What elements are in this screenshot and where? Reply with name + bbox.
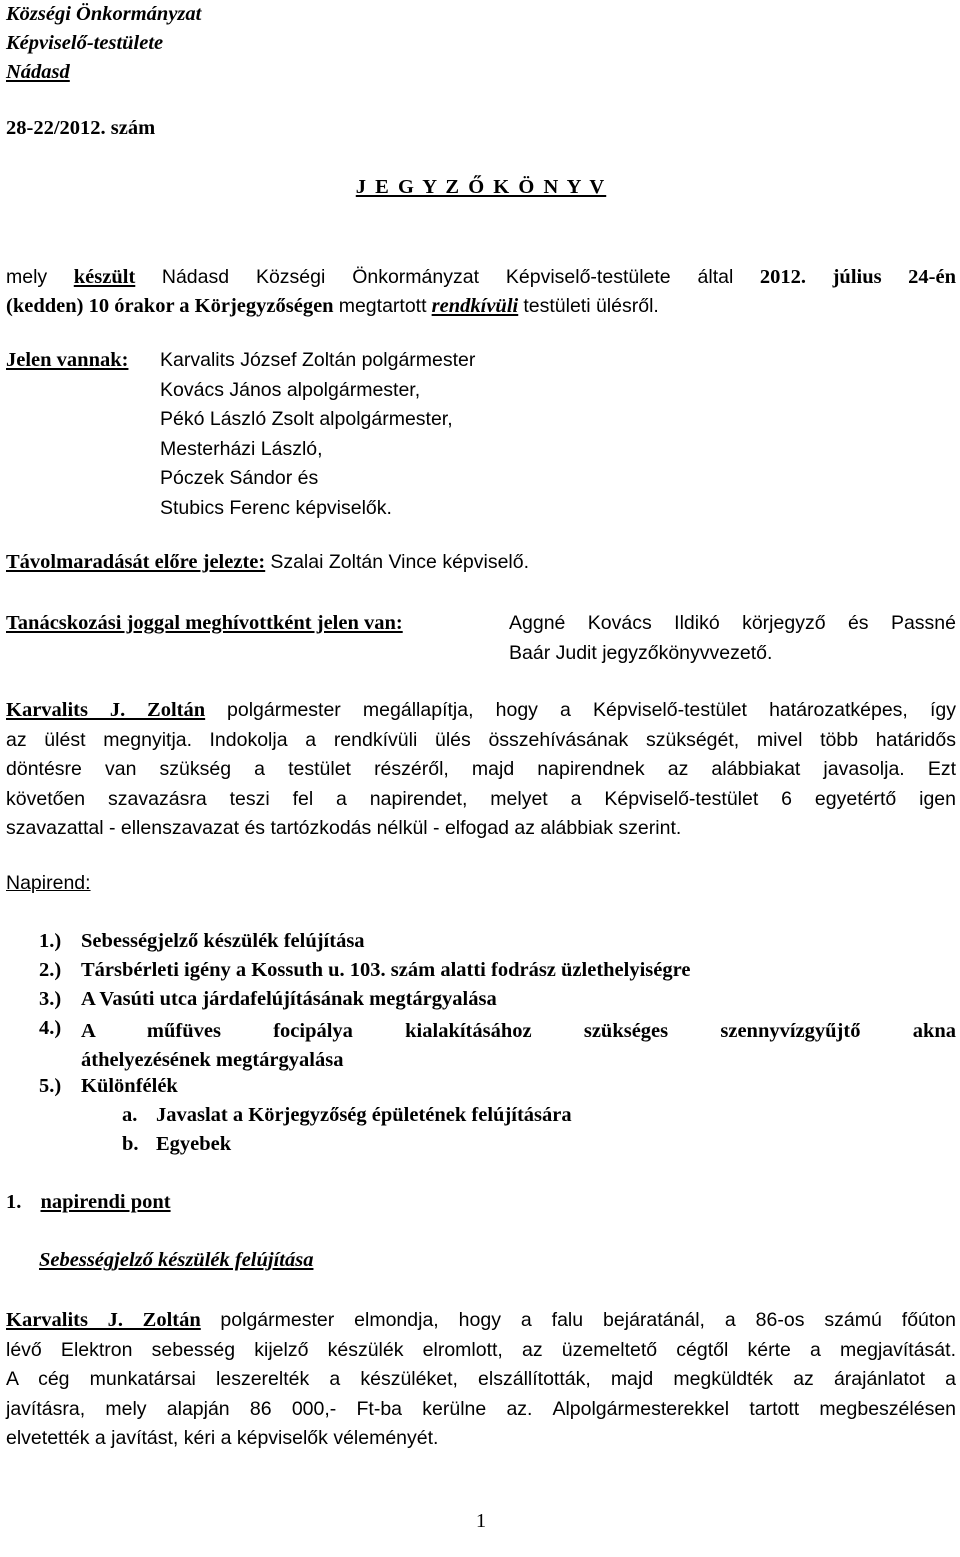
absent-line	[6, 551, 956, 574]
intro-made: készült	[73, 266, 136, 288]
header-line-1: Községi Önkormányzat	[6, 3, 202, 25]
agenda-item-text: Társbérleti igény a Kossuth u. 103. szám alatti fodrász üzlethelyiségre	[81, 959, 691, 981]
section-text: elvetették a javítást, kéri a képviselők véleményét.	[6, 1427, 439, 1449]
agenda-item-number: 5.)	[39, 1075, 62, 1097]
opening-text: Indokolja a rendkívüli ülés összehívásának szükségét, mivel több határidős	[209, 728, 957, 751]
present-member: Kovács János alpolgármester,	[160, 378, 421, 401]
agenda-subitem-number: b.	[122, 1133, 139, 1155]
advisory-text-1: Aggné Kovács Ildikó körjegyző és Passné	[509, 612, 956, 634]
present-member: Karvalits József Zoltán polgármester	[160, 349, 476, 371]
present-member: Mesterházi László,	[160, 437, 323, 460]
present-member: Póczek Sándor és	[160, 467, 319, 489]
intro-date: 2012. július 24-én	[759, 266, 957, 288]
advisory-text-2: Baár Judit jegyzőkönyvvezető.	[509, 641, 773, 664]
present-label: Jelen vannak:	[6, 349, 129, 371]
agenda-subitem-number: a.	[122, 1104, 138, 1126]
agenda-item-text-line1: A műfüves focipálya kialakításához szükséges szennyvízgyűjtő akna	[81, 1020, 956, 1042]
intro-text: testületi ülésről.	[523, 295, 659, 317]
section-paragraph	[6, 1306, 956, 1454]
agenda-subitem-text: Egyebek	[156, 1133, 232, 1155]
intro-time-place: (kedden) 10 órakor a Körjegyzőségen	[6, 295, 334, 317]
header-line-3: Nádasd	[6, 61, 70, 83]
agenda-item-text: Sebességjelző készülék felújítása	[81, 930, 365, 952]
present-member: Stubics Ferenc képviselők.	[160, 496, 392, 519]
absent-label: Távolmaradását előre jelezte:	[6, 551, 266, 573]
section-text: Alpolgármesterekkel tartott megbeszélésen	[552, 1397, 957, 1420]
absent-text: Szalai Zoltán Vince képviselő.	[270, 551, 530, 573]
document-title: J E G Y Z Ő K Ö N Y V	[355, 176, 607, 198]
opening-text: követően szavazásra teszi fel a napirendet, melyet a Képviselő-testület 6 egyetértő igen	[6, 787, 956, 810]
advisory-text	[509, 609, 956, 668]
header-line-2: Képviselő-testülete	[6, 32, 164, 54]
opening-speaker: Karvalits J. Zoltán	[6, 699, 206, 721]
section-heading	[6, 1191, 956, 1214]
section-text: javításra, mely alapján 86 000,- Ft-ba kerülne az.	[6, 1397, 533, 1420]
opening-text: polgármester megállapítja, hogy a Képviselő-testület határozatképes, így	[227, 699, 956, 721]
present-member: Pékó László Zsolt alpolgármester,	[160, 408, 453, 430]
agenda-item-text: Különfélék	[81, 1075, 178, 1097]
agenda-item-number: 3.)	[39, 988, 62, 1010]
intro-text: mely	[6, 266, 48, 288]
present-members	[160, 346, 475, 523]
section-text: A cég munkatársai leszerelték a készüléket, elszállították, majd megküldték az árajánlatot a	[6, 1368, 956, 1390]
section-subtitle: Sebességjelző készülék felújítása	[39, 1249, 314, 1271]
opening-paragraph	[6, 696, 956, 844]
document-number: 28-22/2012. szám	[6, 117, 156, 139]
document-title-wrap	[6, 176, 956, 199]
intro-text: Nádasd Községi Önkormányzat Képviselő-testülete által	[161, 266, 734, 288]
section-label: napirendi pont	[40, 1191, 171, 1213]
agenda-item-number: 4.)	[39, 1017, 62, 1039]
agenda-subitem-text: Javaslat a Körjegyzőség épületének felújítására	[156, 1104, 572, 1126]
section-number: 1.	[6, 1191, 22, 1213]
intro-paragraph	[6, 263, 956, 321]
advisory-label: Tanácskozási joggal meghívottként jelen van:	[6, 612, 403, 634]
opening-text: döntésre van szükség a testület részéről, majd napirendnek az alábbiakat javasolja. Ezt	[6, 758, 956, 780]
opening-text: szavazattal - ellenszavazat és tartózkodás nélkül - elfogad az alábbiak szerint.	[6, 817, 682, 839]
agenda-item-text: A Vasúti utca járdafelújításának megtárgyalása	[81, 988, 497, 1010]
issuer-header	[6, 0, 956, 87]
section-text: polgármester elmondja, hogy a falu bejáratánál, a 86-os számú főúton	[220, 1309, 956, 1331]
agenda-item-number: 2.)	[39, 959, 62, 981]
agenda-item-text-line2: áthelyezésének megtárgyalása	[81, 1049, 344, 1071]
intro-extraordinary: rendkívüli	[431, 295, 519, 317]
page-number: 1	[475, 1510, 487, 1532]
agenda-item-text	[81, 1017, 956, 1075]
agenda-label: Napirend:	[6, 872, 91, 894]
agenda-item-number: 1.)	[39, 930, 62, 952]
section-speaker: Karvalits J. Zoltán	[6, 1309, 201, 1331]
present-section	[6, 346, 956, 376]
intro-text: megtartott	[338, 295, 427, 317]
section-text: lévő Elektron sebesség kijelző készülék elromlott, az üzemeltető cégtől kérte a megjavítását.	[6, 1338, 956, 1361]
opening-text: az ülést megnyitja.	[6, 728, 193, 751]
